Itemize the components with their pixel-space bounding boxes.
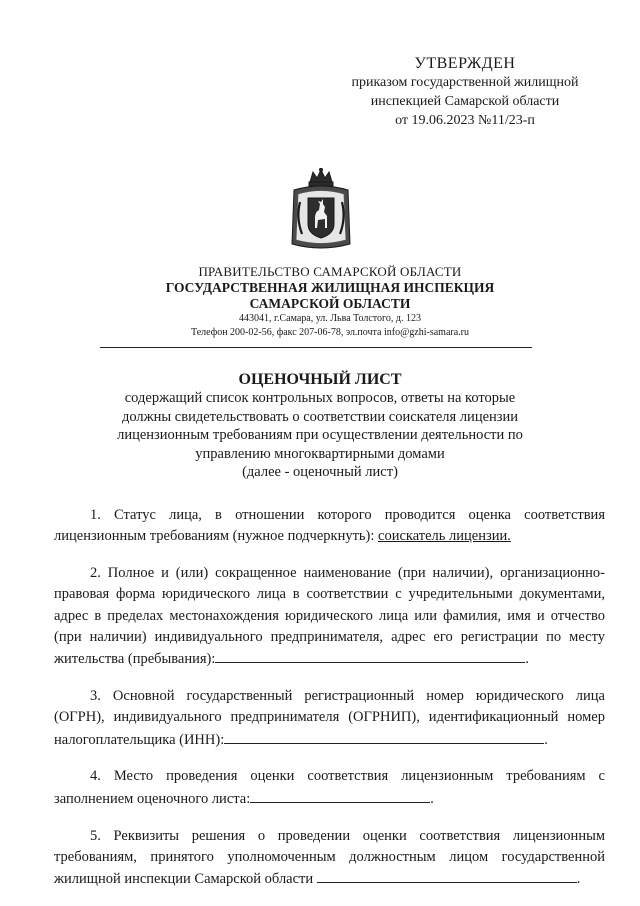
item-text: 2. Полное и (или) сокращенное наименование (при наличии), организационно-правовая форма юридического лица в соответствии с учредительными документами, адрес в пределах местонахождения юридического лица или фамилия, имя и отчество (при наличии) индивидуального предпринимателя, адрес его регистрации по месту жительства (пребывания):	[54, 565, 605, 668]
questions-list	[54, 505, 605, 906]
item-tail: .	[576, 871, 581, 888]
organization-header	[140, 264, 520, 340]
list-item	[54, 826, 605, 891]
answer-blank[interactable]	[224, 729, 544, 744]
list-item	[54, 766, 605, 810]
list-item	[54, 563, 605, 670]
list-item	[54, 686, 605, 751]
subtitle-line: должны свидетельствовать о соответствии соискателя лицензии	[121, 408, 519, 425]
answer-blank[interactable]	[250, 788, 430, 803]
org-contacts: Телефон 200-02-56, факс 207-06-78, эл.почта info@gzhi-samara.ru	[191, 327, 469, 338]
approval-stamp	[330, 54, 600, 130]
org-region: САМАРСКОЙ ОБЛАСТИ	[249, 296, 411, 311]
org-government: ПРАВИТЕЛЬСТВО САМАРСКОЙ ОБЛАСТИ	[198, 264, 462, 279]
subtitle-line: управлению многоквартирными домами	[195, 445, 445, 462]
approval-title: УТВЕРЖДЕН	[414, 55, 516, 72]
list-item	[54, 505, 605, 548]
page-title: ОЦЕНОЧНЫЙ ЛИСТ	[238, 371, 402, 388]
approval-line-2: инспекцией Самарской области	[370, 94, 560, 109]
item-text: 4. Место проведения оценки соответствия лицензионным требованиям с заполнением оценочного листа:	[54, 768, 605, 807]
org-inspection: ГОСУДАРСТВЕННАЯ ЖИЛИЩНАЯ ИНСПЕКЦИЯ	[165, 280, 495, 295]
approval-line-1: приказом государственной жилищной	[351, 75, 579, 90]
answer-blank[interactable]	[215, 648, 525, 663]
item-text: 1. Статус лица, в отношении которого проводится оценка соответствия лицензионным требованиям (нужное подчеркнуть):	[54, 507, 605, 545]
sheet-subtitle	[100, 389, 540, 482]
subtitle-line: (далее - оценочный лист)	[242, 464, 398, 481]
item-text: 3. Основной государственный регистрационный номер юридического лица (ОГРН), индивидуального предпринимателя (ОГРНИП), идентификационный номер налогоплательщика (ИНН):	[54, 688, 605, 748]
item-tail: .	[430, 790, 434, 807]
org-address: 443041, г.Самара, ул. Льва Толстого, д. 123	[239, 313, 421, 324]
approval-line-3: от 19.06.2023 №11/23-п	[395, 113, 535, 128]
subtitle-line: содержащий список контрольных вопросов, ответы на которые	[124, 390, 516, 406]
item-tail: .	[525, 651, 530, 668]
item-text: 5. Реквизиты решения о проведении оценки соответствия лицензионным требованиям, принятого уполномоченным должностным лицом государственной жилищной инспекции Самарской области	[54, 827, 605, 888]
item-tail: .	[544, 731, 548, 748]
item-answer: соискатель лицензии.	[378, 528, 511, 545]
header-divider	[100, 347, 532, 348]
subtitle-line: лицензионным требованиям при осуществлении деятельности по	[117, 427, 523, 444]
coat-of-arms-icon	[288, 168, 354, 252]
answer-blank[interactable]	[317, 868, 577, 883]
